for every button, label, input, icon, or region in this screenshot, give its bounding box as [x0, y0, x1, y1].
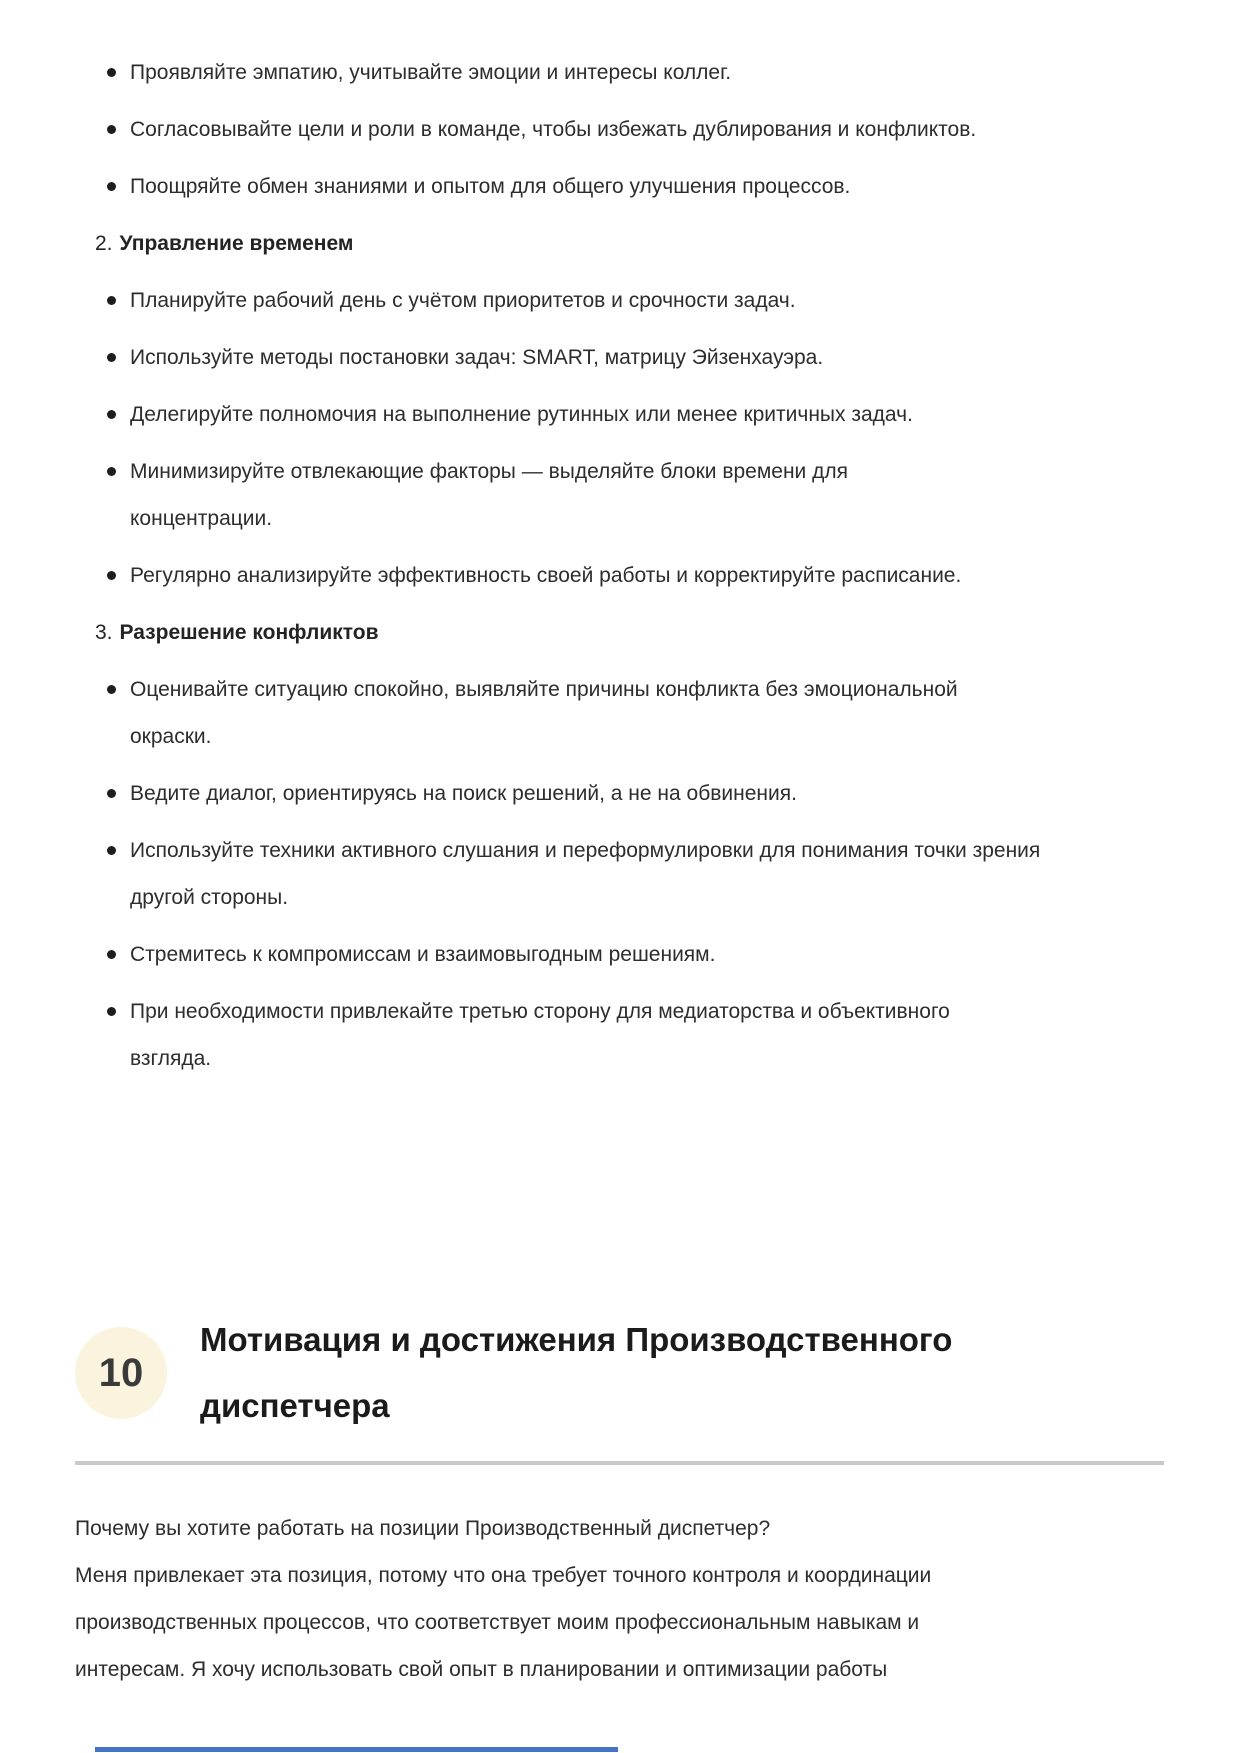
motivation-answer: Меня привлекает эта позиция, потому что она требует точного контроля и координации производственных процессов, что соответствует моим профессиональным навыкам и интересам. Я хочу использовать свой опыт в планировании и оптимизации работы — [75, 1564, 932, 1681]
numbered-heading-time-management — [75, 220, 1164, 267]
list-item: При необходимости привлекайте третью сторону для медиаторства и объективного взгляда. — [75, 988, 1015, 1082]
list-item: Используйте методы постановки задач: SMART, матрицу Эйзенхауэра. — [75, 334, 1164, 381]
list-item: Ведите диалог, ориентируясь на поиск решений, а не на обвинения. — [75, 770, 1164, 817]
heading-title: Управление временем — [119, 232, 354, 255]
next-section-divider-line — [95, 1747, 618, 1752]
list-item: Планируйте рабочий день с учётом приоритетов и срочности задач. — [75, 277, 1164, 324]
time-management-bullet-list — [75, 277, 1164, 599]
motivation-paragraph — [75, 1465, 1020, 1693]
list-item: Поощряйте обмен знаниями и опытом для общего улучшения процессов. — [75, 163, 1164, 210]
heading-title: Разрешение конфликтов — [119, 621, 379, 644]
heading-number: 2. — [95, 232, 113, 255]
list-item: Согласовывайте цели и роли в команде, чтобы избежать дублирования и конфликтов. — [75, 106, 1164, 153]
numbered-heading-conflict-resolution — [75, 609, 1164, 656]
section-header-motivation — [75, 1307, 1164, 1465]
list-item: Стремитесь к компромиссам и взаимовыгодным решениям. — [75, 931, 1164, 978]
list-item: Проявляйте эмпатию, учитывайте эмоции и интересы коллег. — [75, 49, 1164, 96]
section-number-badge: 10 — [75, 1327, 167, 1419]
heading-number: 3. — [95, 621, 113, 644]
list-item: Оценивайте ситуацию спокойно, выявляйте причины конфликта без эмоциональной окраски. — [75, 666, 980, 760]
motivation-question: Почему вы хотите работать на позиции Производственный диспетчер? — [75, 1517, 771, 1540]
list-item: Делегируйте полномочия на выполнение рутинных или менее критичных задач. — [75, 391, 1164, 438]
list-item: Используйте техники активного слушания и переформулировки для понимания точки зрения другой стороны. — [75, 827, 1075, 921]
section-title: Мотивация и достижения Производственного диспетчера — [200, 1321, 953, 1424]
list-item: Минимизируйте отвлекающие факторы — выделяйте блоки времени для концентрации. — [75, 448, 890, 542]
conflict-resolution-bullet-list — [75, 666, 1164, 1082]
teamwork-bullet-list — [75, 49, 1164, 210]
list-item: Регулярно анализируйте эффективность своей работы и корректируйте расписание. — [75, 552, 1164, 599]
